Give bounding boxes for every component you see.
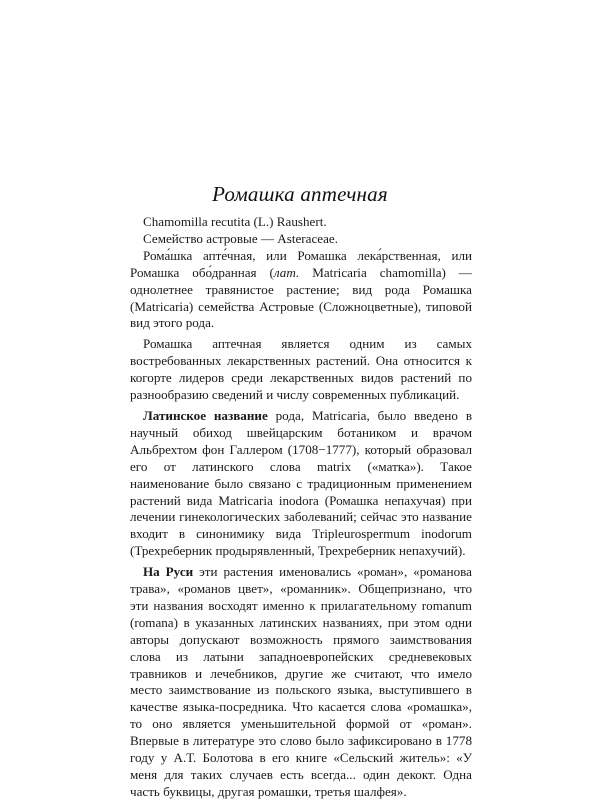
body-text xyxy=(130,214,472,801)
in-rus-heading: На Руси xyxy=(143,564,194,580)
paragraph-in-rus xyxy=(130,564,472,801)
description-text-end: Matricaria chamomilla) — однолетнее травянистое растение; вид рода Ромашка (Matricaria) семейства Астровые (Сложноцветные), типовой вид этого рода. xyxy=(130,264,472,331)
paragraph-family: Семейство астровые — Asteraceae. xyxy=(143,230,338,246)
in-rus-text: эти растения именовались «роман», «романова трава», «романов цвет», «романник». Общепризнано, что эти названия восходят именно к прилагательному romanum (romana) в указанных латинских названиях, при этом одни авторы допускают возможность прямого заимствования слова из латыни западноевропейских средневековых травников и лечебников, другие же считают, что имело место заимствование из польского языка, выступившего в качестве языка-посредника. Что касается слова «ромашка», то оно является уменьшительной формой от «роман». Впервые в литературе это слово было зафиксировано в 1778 году у А.Т. Болотова в его книге «Сельский житель»: «У меня для таких случаев есть всегда... один декокт. Одна часть буквицы, другая ромашки, третья шалфея». xyxy=(130,564,472,799)
paragraph-species-name: Chamomilla recutita (L.) Raushert. xyxy=(143,214,327,229)
paragraph-latin-name xyxy=(130,408,472,560)
latin-name-heading: Латинское название xyxy=(143,407,268,423)
paragraph-popularity: Ромашка аптечная является одним из самых востребованных лекарственных растений. Она относится к когорте лидеров среди лекарственных видов растений по разнообразию сведений и числу современных публикаций. xyxy=(130,336,472,403)
paragraph-description xyxy=(130,248,472,333)
description-text-start: Рома́шка апте́чная, или Ромашка лека́рственная, или Ромашка обо́дранная ( xyxy=(130,247,472,280)
lat-abbreviation: лат. xyxy=(273,264,300,280)
latin-name-text: рода, Matricaria, было введено в научный обиход швейцарским ботаником и врачом Альбрехтом фон Галлером (1708−1777), который образовал его от латинского слова matrix («матка»). Такое наименование было связано с традиционным применением растений вида Matricaria inodora (Ромашка непахучая) при лечении гинекологических заболеваний; сейчас это название входит в синонимику вида Tripleurospermum inodorum (Трехреберник продырявленный, Трехреберник непахучий). xyxy=(130,407,472,559)
page-title: Ромашка аптечная xyxy=(212,182,388,206)
